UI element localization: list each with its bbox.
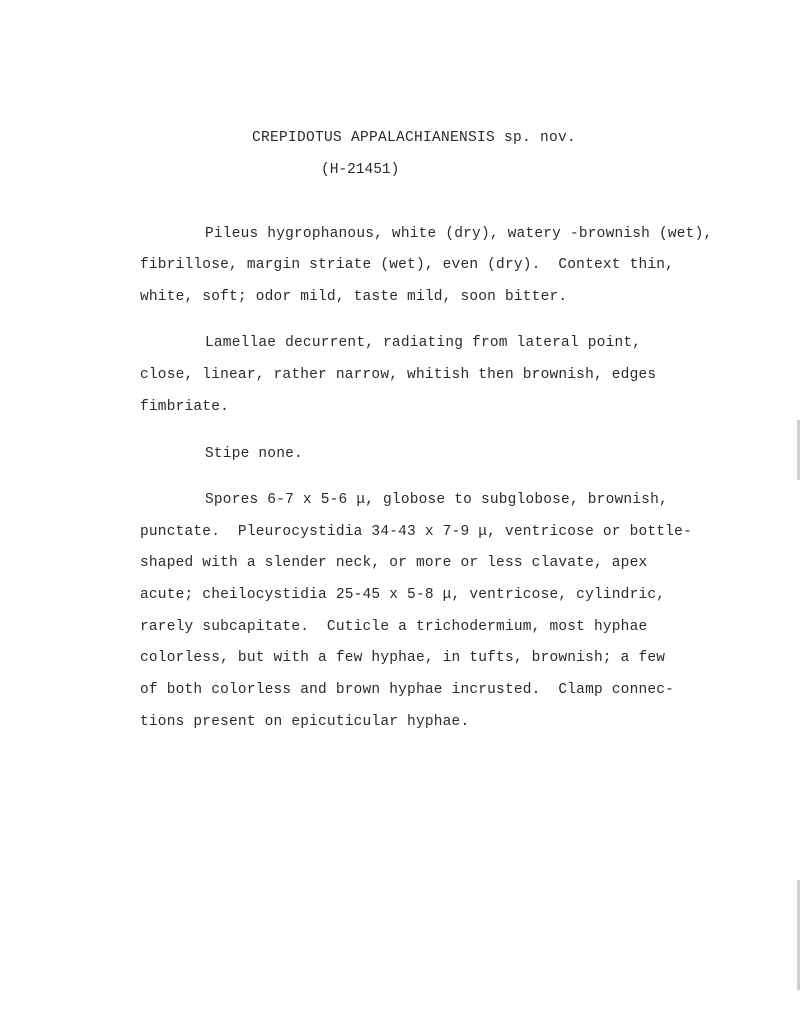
spores-line-2: punctate. Pleurocystidia 34-43 x 7-9 μ, ventricose or bottle- (140, 524, 692, 540)
pileus-line-1: Pileus hygrophanous, white (dry), watery -brownish (wet), (205, 226, 713, 242)
spores-line-3: shaped with a slender neck, or more or less clavate, apex (140, 555, 648, 571)
pileus-line-2: fibrillose, margin striate (wet), even (dry). Context thin, (140, 257, 675, 273)
specimen-number: (H-21451) (321, 162, 400, 178)
spores-line-5: rarely subcapitate. Cuticle a trichodermium, most hyphae (140, 619, 648, 635)
spores-line-1: Spores 6-7 x 5-6 μ, globose to subglobose, brownish, (205, 492, 668, 508)
lamellae-line-1: Lamellae decurrent, radiating from lateral point, (205, 335, 642, 351)
stipe-line-1: Stipe none. (205, 446, 303, 462)
spores-line-8: tions present on epicuticular hyphae. (140, 714, 470, 730)
spores-line-6: colorless, but with a few hyphae, in tufts, brownish; a few (140, 650, 666, 666)
lamellae-line-3: fimbriate. (140, 399, 230, 415)
pileus-line-3: white, soft; odor mild, taste mild, soon bitter. (140, 289, 568, 305)
spores-line-4: acute; cheilocystidia 25-45 x 5-8 μ, ventricose, cylindric, (140, 587, 666, 603)
species-title: CREPIDOTUS APPALACHIANENSIS sp. nov. (252, 130, 577, 146)
lamellae-line-2: close, linear, rather narrow, whitish then brownish, edges (140, 367, 657, 383)
spores-line-7: of both colorless and brown hyphae incrusted. Clamp connec- (140, 682, 675, 698)
